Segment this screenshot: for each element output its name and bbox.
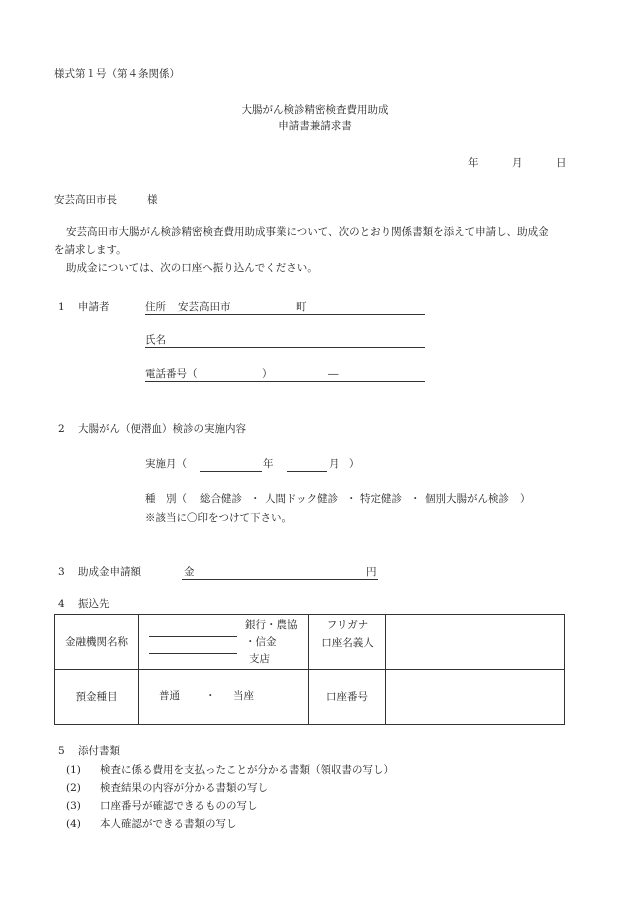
attachment-item-text: 本人確認ができる書類の写し — [100, 818, 237, 830]
exam-type-option[interactable]: 人間ドック健診 — [265, 493, 339, 505]
exam-month-close-paren: ） — [349, 458, 360, 470]
bank-type-text: 銀行・農協 — [245, 619, 298, 631]
attachment-item-text: 検査に係る費用を支払ったことが分かる書類（領収書の写し） — [100, 764, 394, 776]
attachment-item-number: (3) — [66, 800, 81, 812]
account-number-label: 口座番号 — [326, 690, 368, 703]
exam-month-unit: 月 — [329, 458, 340, 470]
section2-label: 大腸がん（便潜血）検診の実施内容 — [78, 423, 246, 435]
deposit-type-label: 預金種目 — [75, 690, 118, 703]
exam-type-label: 種 別（ — [145, 493, 187, 505]
exam-year-unit: 年 — [263, 458, 274, 470]
furigana-label: フリガナ — [326, 619, 369, 631]
date-month-label: 月 — [512, 157, 523, 169]
address-city: 安芸高田市 — [178, 301, 231, 313]
bank-account-table — [54, 614, 565, 725]
addressee-name: 安芸高田市長 — [54, 194, 117, 206]
amount-unit: 円 — [366, 566, 377, 578]
exam-type-option[interactable]: 個別大腸がん検診 — [425, 493, 509, 505]
body-paragraph-1b: を請求します。 — [54, 244, 127, 256]
account-holder-label: 口座名義人 — [321, 637, 374, 649]
attachment-item-number: (4) — [66, 818, 81, 830]
bank-name-label: 金融機関名称 — [65, 635, 128, 648]
section3-number: 3 — [58, 566, 65, 578]
section2-number: 2 — [58, 423, 65, 435]
date-day-label: 日 — [556, 157, 567, 169]
account-holder-label-cell — [309, 615, 386, 670]
attachment-item-text: 検査結果の内容が分かる書類の写し — [100, 782, 268, 794]
name-field[interactable] — [145, 347, 425, 348]
section1-label: 申請者 — [78, 301, 110, 313]
address-label: 住所 — [145, 301, 166, 313]
branch-label: 支店 — [249, 653, 270, 665]
name-label: 氏名 — [145, 334, 166, 346]
phone-field[interactable] — [145, 381, 425, 382]
amount-field[interactable] — [182, 579, 378, 580]
section4-label: 振込先 — [78, 598, 110, 610]
addressee-honorific: 様 — [147, 194, 158, 206]
deposit-option-regular[interactable]: 普通 — [159, 690, 180, 702]
exam-month-field[interactable] — [287, 471, 327, 472]
deposit-separator: ・ — [205, 690, 216, 702]
account-number-field[interactable] — [386, 670, 565, 725]
form-title-line2: 申請書兼請求書 — [278, 120, 352, 132]
account-number-label-cell — [309, 670, 386, 725]
body-paragraph-2: 助成金については、次の口座へ振り込んでください。 — [66, 262, 318, 274]
exam-type-option[interactable]: 総合健診 — [200, 493, 242, 505]
amount-prefix: 金 — [184, 566, 195, 578]
deposit-type-label-cell — [55, 670, 139, 725]
exam-type-separator: ・ — [250, 493, 261, 505]
section1-number: 1 — [58, 301, 65, 313]
exam-type-close-paren: ） — [520, 493, 531, 505]
exam-type-note: ※該当に〇印をつけて下さい。 — [145, 512, 292, 524]
exam-type-option[interactable]: 特定健診 — [360, 493, 402, 505]
bank-name-underline — [149, 636, 237, 637]
section5-label: 添付書類 — [78, 745, 120, 757]
bank-type-text: ・信金 — [245, 636, 277, 648]
section5-number: 5 — [58, 745, 65, 757]
deposit-option-current[interactable]: 当座 — [233, 690, 254, 702]
address-field[interactable] — [145, 314, 425, 315]
branch-name-underline — [149, 653, 237, 654]
address-town: 町 — [296, 301, 307, 313]
exam-month-label: 実施月（ — [145, 458, 187, 470]
bank-name-label-cell — [55, 615, 139, 670]
exam-year-field[interactable] — [200, 471, 262, 472]
exam-type-separator: ・ — [346, 493, 357, 505]
section3-label: 助成金申請額 — [78, 566, 141, 578]
date-year-label: 年 — [468, 157, 479, 169]
section4-number: 4 — [58, 598, 65, 610]
form-title-line1: 大腸がん検診精密検査費用助成 — [241, 104, 389, 116]
body-paragraph-1a: 安芸高田市大腸がん検診精密検査費用助成事業について、次のとおり関係書類を添えて申請し、助成金 — [66, 226, 549, 238]
exam-type-separator: ・ — [410, 493, 421, 505]
attachment-item-number: (1) — [66, 764, 81, 776]
attachment-item-number: (2) — [66, 782, 81, 794]
phone-close-paren: ） — [262, 368, 273, 380]
bank-name-field[interactable] — [139, 615, 309, 670]
phone-dash: ― — [328, 368, 339, 380]
form-number: 様式第１号（第４条関係） — [54, 68, 180, 80]
deposit-type-field[interactable] — [139, 670, 309, 725]
attachment-item-text: 口座番号が確認できるものの写し — [100, 800, 258, 812]
phone-label: 電話番号（ — [145, 368, 198, 380]
account-holder-field[interactable] — [386, 615, 565, 670]
